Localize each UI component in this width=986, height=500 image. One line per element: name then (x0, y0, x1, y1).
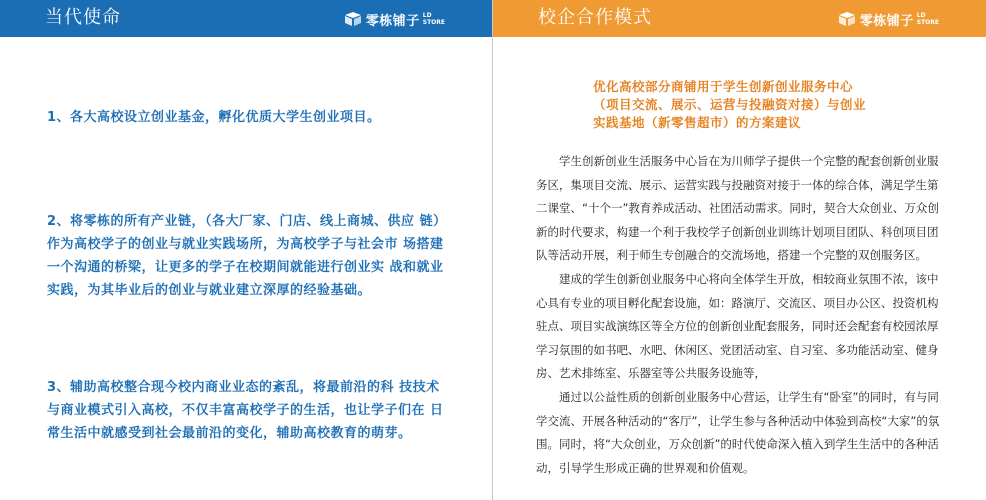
left-logo-sub (423, 12, 445, 26)
store-logo-icon (344, 11, 362, 27)
left-logo-sub-bottom: STORE (422, 19, 445, 26)
left-header-title: 当代使命 (45, 7, 121, 28)
right-logo-sub-bottom: STORE (916, 19, 939, 26)
right-logo-text: 零栋铺子 (859, 13, 914, 29)
proposal-paragraph-3: 通过以公益性质的创新创业服务中心营运，让学生有“卧室”的同时，有与同学交流、开展各种活动的“客厅”，让学生参与各种活动中体验到高校“大家”的氛围。同时，将“大众创业，万众创新”的时代使命深入植入到学生生活中的各种活动，引导学生形成正确的世界观和价值观。 (536, 389, 940, 475)
right-logo (838, 9, 939, 29)
mission-item-3: 3、辅助高校整合现今校内商业业态的紊乱，将最前沿的科 技技术 与商业模式引入高校，不仅丰富高校学子的生活，也让学子们在 日常生活中就感受到社会最前沿的变化，辅助高校教育的萌芽。 (47, 380, 444, 441)
left-panel (0, 0, 492, 500)
store-logo-icon (838, 11, 856, 27)
left-logo-sub-top: LD (422, 12, 432, 19)
right-panel (493, 0, 986, 500)
proposal-body (536, 150, 946, 480)
left-logo (344, 9, 445, 29)
mission-item-2: 2、将零栋的所有产业链，（各大厂家、门店、线上商城、供应 链）作为高校学子的创业与就业实践场所，为高校学子与社会市 场搭建一个沟通的桥梁，让更多的学子在校期间就能进行创业实 战和就业实践，为其毕业后的创业与就业建立深厚的经验基础。 (47, 214, 447, 298)
right-header-title: 校企合作模式 (538, 7, 652, 28)
proposal-title: 优化高校部分商铺用于学生创新创业服务中心（项目交流、展示、运营与投融资对接）与创业实践基地（新零售超市）的方案建议 (593, 79, 867, 130)
mission-item-1: 1、各大高校设立创业基金，孵化优质大学生创业项目。 (47, 110, 381, 125)
right-header (493, 0, 986, 37)
proposal-paragraph-2: 建成的学生创新创业服务中心将向全体学生开放，相较商业氛围不浓，该中心具有专业的项目孵化配套设施，如：路演厅、交流区、项目办公区、投资机构驻点、项目实战演练区等全方位的创新创业配套服务，同时还会配套有校园浓厚学习氛围的如书吧、水吧、休闲区、党团活动室、自习室、多功能活动室、健身房、艺术排练室、乐器室等公共服务设施等， (536, 271, 939, 381)
left-header (0, 0, 492, 37)
left-logo-text: 零栋铺子 (365, 13, 420, 29)
right-logo-sub (917, 12, 939, 26)
right-logo-sub-top: LD (916, 12, 926, 19)
proposal-paragraph-1: 学生创新创业生活服务中心旨在为川师学子提供一个完整的配套创新创业服务区，集项目交流、展示、运营实践与投融资对接于一体的综合体，满足学生第二课堂、“十个一”教育养成活动、社团活动需求。同时，契合大众创业、万众创新的时代要求，构建一个利于我校学子创新创业训练计划项目团队、科创项目团队等活动开展，利于师生专创融合的交流场地，搭建一个完整的双创服务区。 (536, 154, 939, 263)
